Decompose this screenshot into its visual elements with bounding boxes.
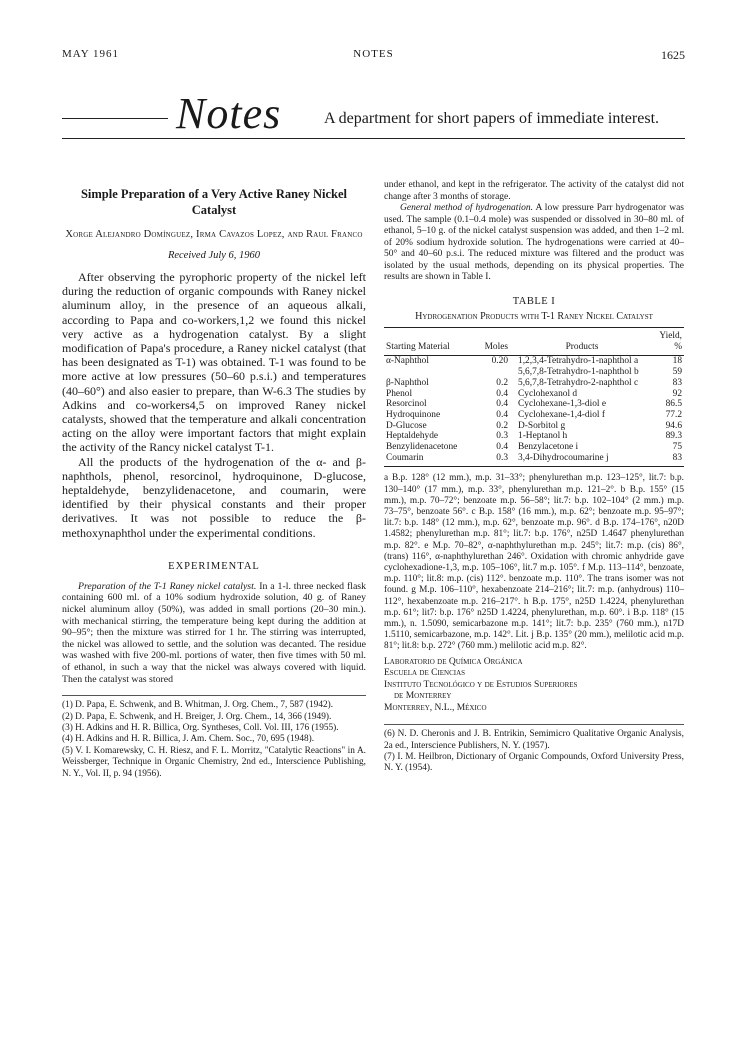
lab-line: Instituto Tecnológico y de Estudios Superiores bbox=[384, 679, 578, 690]
table-header-cell: Starting Material bbox=[384, 328, 476, 356]
experimental-heading: EXPERIMENTAL bbox=[168, 560, 260, 572]
table-cell: β-Naphthol bbox=[386, 377, 429, 388]
banner-rule bbox=[62, 118, 168, 119]
reference-item: (2) D. Papa, E. Schwenk, and H. Breiger, J. Org. Chem., 14, 366 (1949). bbox=[62, 711, 332, 722]
table-footnotes: a B.p. 128° (12 mm.), m.p. 31–33°; phenylurethan m.p. 123–125°, lit.7: b.p. 130–140° (17 mm.), m.p. 33°, phenylurethan m.p. 121–2°. b B.p. 155° (15 mm.), m.p. 70–72°; benzoate m.p. 56–58°; lit.7: b.p. 102–104° (2 mm.) m.p. 73–75°, benzoate 56°. c B.p. 158° (16 mm.), m.p. 62°; benzoate m.p. 95–97°; lit.7: b.p. 148° (12 mm.), m.p. 62°, benzoate m.p. 96°. d B.p. 174–176°, n20D 1.4582; phenylurethan m.p. 81°; lit.7: b.p. 176°, n25D 1.4647 phenylurethan m.p. 82°. e M.p. 70–82°, α-naphthylurethan m.p. 245°; lit.7: m.p. (cis) 86°, (trans) 116°, α-naphthylurethan 246°. Oxidation with chromic anhydride gave cyclohexadione-1,3, m.p. 105–106°, lit.7 m.p. 105°. f M.p. 113–114°, benzoate, m.p. 110°; lit.8: m.p. (cis) 112°. benzoate m.p. 110°. The trans isomer was not found. g M.p. 106–110°, hexabenzoate 214–216°; lit.7: m.p. (anhydrous) 110–112°, hexabenzoate m.p. 216–217°. h B.p. 175°, n25D 1.4224, phenylurethan m.p. 61°; lit7: b.p. 176° n25D 1.4224, phenylurethan, m.p. 60°. i B.p. 118° (15 mm.), n. 1.5090, semicarbazone m.p. 141°; lit.7: b.p. 235° (760 mm.), n17D 1.5110, semicarbazone, m.p. 142°. Lit. j B.p. 135° (20 mm.), melilotic acid m.p. 81°; lit.8: b.p. 272° (760 mm.) melilotic acid m.p. 82°. bbox=[384, 473, 684, 652]
article-authors: Xorge Alejandro Domínguez, Irma Cavazos Lopez, and Raul Franco bbox=[65, 229, 363, 240]
intro-paragraph-2: All the products of the hydrogenation of the α- and β-naphthols, phenol, resorcinol, hydroquinone, D-glucose, heptaldehyde, benzylidenacetone, and coumarin, were identified by their physical constants and their proper derivatives. It was not possible to reduce the β-methoxynaphthol under the experimental conditions. bbox=[62, 454, 366, 540]
table-cell: 92 bbox=[672, 388, 682, 399]
lab-line: Monterrey, N.L., México bbox=[384, 702, 487, 713]
table-cell: 1-Heptanol h bbox=[518, 431, 568, 442]
table-cell: 59 bbox=[672, 367, 682, 378]
table-cell: 77.2 bbox=[665, 409, 682, 420]
table-caption: Hydrogenation Products with T-1 Raney Nickel Catalyst bbox=[415, 311, 653, 322]
table-header-row bbox=[384, 328, 684, 356]
table-cell: 83 bbox=[648, 453, 684, 467]
table-body bbox=[384, 356, 684, 467]
table-cell: D-Sorbitol g bbox=[518, 420, 566, 431]
table-header-cell: Yield, % bbox=[648, 328, 684, 356]
reference-item: (3) H. Adkins and H. R. Billica, Org. Syntheses, Coll. Vol. III, 176 (1955). bbox=[62, 723, 339, 734]
table-cell: Phenol bbox=[386, 388, 413, 399]
table-cell: α-Naphthol bbox=[386, 356, 429, 367]
table-cell: Benzylidenacetone bbox=[386, 442, 458, 453]
lab-line: Escuela de Ciencias bbox=[384, 668, 466, 679]
table-row bbox=[384, 410, 684, 421]
table-title: TABLE I bbox=[512, 295, 556, 307]
table-row bbox=[384, 356, 684, 367]
lab-line: Laboratorio de Química Orgánica bbox=[384, 656, 523, 667]
table-cell: 18 bbox=[672, 356, 682, 367]
table-row bbox=[384, 442, 684, 453]
experimental-text: In a 1-l. three necked flask containing 600 ml. of a 10% sodium hydroxide solution, 40 g. of Raney nickel aluminum alloy (50%), was added in small portions (20–30 min.). with mechanical stirring, the temperature being kept during the addition at 90–95°; then the mixture was stirred for 1 hr. The stirring was interrupted, the nickel was allowed to settle, and the solution was decanted. The residue was washed with five 200-ml. portions of water, then five times with 50 ml. of ethanol, in such a way that the nickel was always covered with liquid. Then the catalyst was stored bbox=[62, 580, 367, 685]
table-cell: Cyclohexanol d bbox=[518, 388, 578, 399]
table-cell: 0.2 bbox=[496, 377, 508, 388]
section-banner bbox=[62, 86, 685, 138]
table-cell: 0.3 bbox=[496, 431, 508, 442]
table-cell bbox=[476, 367, 510, 378]
references-left bbox=[62, 695, 366, 780]
banner-title: Notes bbox=[176, 89, 282, 138]
table-cell: Hydroquinone bbox=[386, 409, 441, 420]
header-section: NOTES bbox=[353, 48, 394, 60]
table-row bbox=[384, 421, 684, 432]
table-row bbox=[384, 389, 684, 400]
reference-item: (4) H. Adkins and H. R. Billica, J. Am. Chem. Soc., 70, 695 (1948). bbox=[62, 734, 315, 745]
table-cell: 0.4 bbox=[496, 399, 508, 410]
table-cell: 86.5 bbox=[665, 399, 682, 410]
table-cell bbox=[384, 367, 476, 378]
reference-item: (7) I. M. Heilbron, Dictionary of Organic Compounds, Oxford University Press, N. Y. (1954). bbox=[384, 752, 684, 774]
general-method-text: A low pressure Parr hydrogenator was used. The sample (0.1–0.4 mole) was suspended or dissolved in 30–80 ml. of ethanol, 5–10 g. of the nickel catalyst suspension was added, and then 1–2 ml. of 20% sodium hydroxide solution. The hydrogenations were carried at 40–50° and 40–60 p.s.i. The reduced mixture was filtered and the product was isolated by the usual methods, depending on its physical properties. The results are shown in Table I. bbox=[384, 203, 685, 282]
table-cell: 0.4 bbox=[496, 442, 508, 453]
experimental-section bbox=[62, 581, 366, 685]
experimental-label: Preparation of the T-1 Raney nickel catalyst. bbox=[78, 580, 257, 592]
table-row bbox=[384, 367, 684, 378]
left-column bbox=[62, 180, 366, 780]
general-method-label: General method of hydrogenation. bbox=[400, 203, 533, 213]
reference-item: (6) N. D. Cheronis and J. B. Entrikin, Semimicro Qualitative Organic Analysis, 2a ed., Interscience Publishers, N. Y. (1957). bbox=[384, 729, 684, 751]
references-right bbox=[384, 724, 684, 775]
table-cell: 0.20 bbox=[491, 356, 508, 367]
table-cell: 94.6 bbox=[665, 420, 682, 431]
table-cell: 3,4-Dihydrocoumarine j bbox=[510, 453, 648, 467]
general-method-paragraph bbox=[384, 203, 684, 284]
lab-line: de Monterrey bbox=[394, 691, 452, 702]
table-cell: 0.4 bbox=[496, 388, 508, 399]
running-header bbox=[62, 48, 685, 62]
table-cell: 0.4 bbox=[496, 409, 508, 420]
reference-item: (1) D. Papa, E. Schwenk, and B. Whitman, J. Org. Chem., 7, 587 (1942). bbox=[62, 700, 334, 711]
right-column bbox=[384, 180, 684, 775]
table-cell: 0.2 bbox=[496, 420, 508, 431]
table-cell: 83 bbox=[672, 377, 682, 388]
table-cell: Coumarin bbox=[384, 453, 476, 467]
lab-address bbox=[384, 657, 684, 715]
table-cell: Resorcinol bbox=[386, 399, 427, 410]
table-row bbox=[384, 378, 684, 389]
table-cell: Benzylacetone i bbox=[518, 442, 579, 453]
storage-paragraph: under ethanol, and kept in the refrigerator. The activity of the catalyst did not change after 3 months of storage. bbox=[384, 180, 684, 202]
received-date: Received July 6, 1960 bbox=[167, 250, 261, 261]
banner-bottom-rule bbox=[62, 138, 685, 139]
table-row bbox=[384, 399, 684, 410]
table-cell: Cyclohexane-1,3-diol e bbox=[518, 399, 606, 410]
table-row bbox=[384, 431, 684, 442]
banner-subtitle: A department for short papers of immediate interest. bbox=[324, 110, 660, 127]
table-cell: 75 bbox=[672, 442, 682, 453]
table-cell: 5,6,7,8-Tetrahydro-2-naphthol c bbox=[518, 377, 639, 388]
table-cell: 89.3 bbox=[665, 431, 682, 442]
results-table bbox=[384, 327, 684, 467]
table-cell: 1,2,3,4-Tetrahydro-1-naphthol a bbox=[518, 356, 639, 367]
table-row bbox=[384, 453, 684, 467]
table-cell: 0.3 bbox=[476, 453, 510, 467]
experimental-paragraph bbox=[62, 581, 366, 685]
intro-paragraph-1: After observing the pyrophoric property of the nickel left during the reduction of organic compounds with Raney nickel aluminum alloy, in the presence of an aqueous alkali, according to Papa and co-workers,1,2 we found this nickel very active as a hydrogenation catalyst. By a slight modification of Papa's procedure, a Raney nickel catalyst (that has been designated as T-1) was obtained. T-1 was found to be more active at low pressures (50–60 p.s.i.) and temperatures (40–60°) and also easier to prepare, than W-6.3 The studies by Adkins and co-workers4,5 on improved Raney nickel catalysts, showed that the temperature and alkali concentration acting on the alloy were important factors that might explain the activity of the Rancy nickel catalyst T-1. bbox=[62, 270, 366, 455]
table-header-cell: Products bbox=[510, 328, 648, 356]
reference-item: (5) V. I. Komarewsky, C. H. Riesz, and F. L. Morritz, "Catalytic Reactions" in A. Weissberger, Technique in Organic Chemistry, 2nd ed., Interscience Publishing, N. Y., Vol. II, p. 94 (1956). bbox=[62, 745, 366, 779]
table-cell: Cyclohexane-1,4-diol f bbox=[518, 409, 605, 420]
header-date: MAY 1961 bbox=[62, 48, 120, 60]
header-page-number: 1625 bbox=[661, 48, 685, 62]
table-cell: Heptaldehyde bbox=[386, 431, 439, 442]
table-cell: 5,6,7,8-Tetrahydro-1-naphthol b bbox=[518, 367, 639, 378]
article-title: Simple Preparation of a Very Active Raney Nickel Catalyst bbox=[80, 187, 348, 217]
table-cell: D-Glucose bbox=[386, 420, 427, 431]
table-header-cell: Moles bbox=[476, 328, 510, 356]
